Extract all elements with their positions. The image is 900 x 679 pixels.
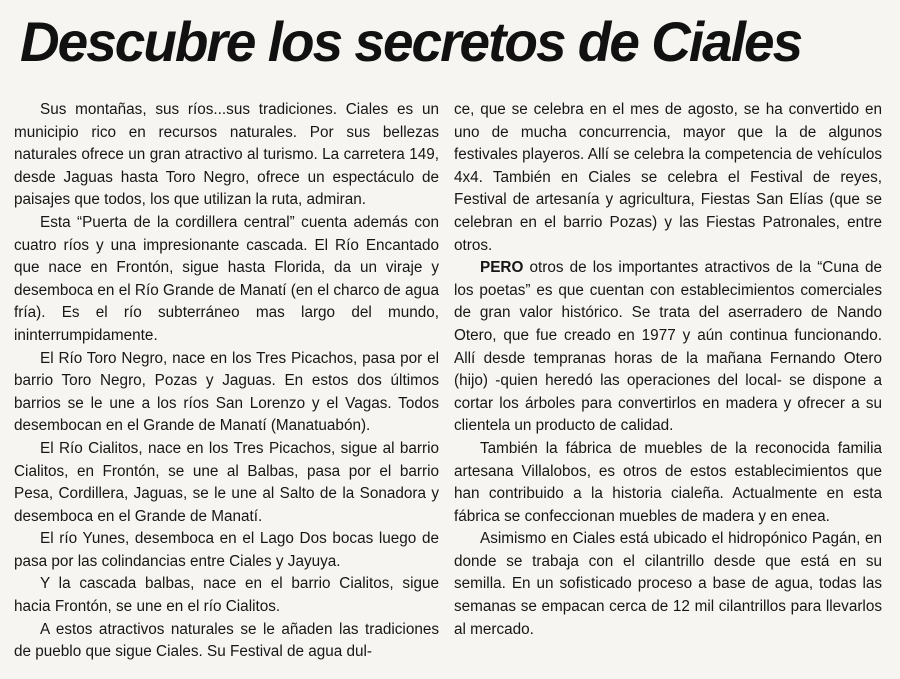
paragraph-text: otros de los importantes atractivos de la “Cuna de los poetas” es que cuentan con establecimientos comerciales de gran valor histórico. Se trata del aserradero de Nando Otero, que fue creado en 1977 y aún continua funcionando. Allí desde tempranas horas de la mañana Fernando Otero (hijo) -quien heredó las operaciones del local- se dispone a cortar los árboles para convertirlos en madera y ofrecer a su clientela un producto de calidad.: [454, 259, 882, 435]
paragraph: El Río Cialitos, nace en los Tres Picachos, sigue al barrio Cialitos, en Frontón, se une al Balbas, pasa por el barrio Pesa, Cordillera, Jaguas, se le une al Salto de la Sonadora y desemboca en el Grande de Manatí.: [14, 439, 439, 525]
article-headline: Descubre los secretos de Ciales: [20, 10, 802, 73]
paragraph-pero: [454, 257, 882, 438]
article-column-left: [14, 99, 439, 664]
article-column-right: [454, 99, 882, 641]
paragraph: El Río Toro Negro, nace en los Tres Picachos, pasa por el barrio Toro Negro, Pozas y Jaguas. En estos dos últimos barrios se le une a los ríos San Lorenzo y el Vagas. Todos desembocan en el Grande de Manatí (Manatuabón).: [14, 349, 439, 435]
lead-in-word: PERO: [480, 259, 524, 277]
paragraph: Y la cascada balbas, nace en el barrio Cialitos, sigue hacia Frontón, se une en el río Cialitos.: [14, 575, 439, 616]
paragraph: El río Yunes, desemboca en el Lago Dos bocas luego de pasa por las colindancias entre Ciales y Jayuya.: [14, 530, 439, 570]
paragraph: Esta “Puerta de la cordillera central” cuenta además con cuatro ríos y una impresionante cascada. El Río Encantado que nace en Frontón, sigue hasta Florida, da un viraje y desemboca en el Río Grande de Manatí (en el charco de agua fría). Es el río subterráneo mas largo del mundo, ininterrumpidamente.: [14, 213, 439, 344]
paragraph: Sus montañas, sus ríos...sus tradiciones. Ciales es un municipio rico en recursos naturales. Por sus bellezas naturales ofrece un gran atractivo al turismo. La carretera 149, desde Jaguas hasta Toro Negro, ofrece un espectáculo de paisajes que todos, los que utilizan la ruta, admiran.: [14, 101, 439, 209]
paragraph: A estos atractivos naturales se le añaden las tradiciones de pueblo que sigue Ciales. Su Festival de agua dul-: [14, 620, 439, 661]
paragraph: Asimismo en Ciales está ubicado el hidropónico Pagán, en donde se trabaja con el cilantrillo desde que está en su semilla. En un sofisticado proceso a base de agua, todas las semanas se empacan cerca de 12 mil cilantrillos para llevarlos al mercado.: [454, 530, 882, 638]
paragraph-continuation: ce, que se celebra en el mes de agosto, se ha convertido en uno de mucha concurrencia, mayor que la de algunos festivales playeros. Allí se celebra la competencia de vehículos 4x4. También en Ciales se celebra el Festival de reyes, Festival de artesanía y agricultura, Fiestas San Elías (que se celebran en el barrio Pozas) y las Fiestas Patronales, entre otros.: [454, 101, 882, 254]
paragraph: También la fábrica de muebles de la reconocida familia artesana Villalobos, es otros de estos establecimientos que han contribuido a la historia cialeña. Actualmente en esta fábrica se confeccionan muebles de madera y en enea.: [454, 439, 882, 525]
